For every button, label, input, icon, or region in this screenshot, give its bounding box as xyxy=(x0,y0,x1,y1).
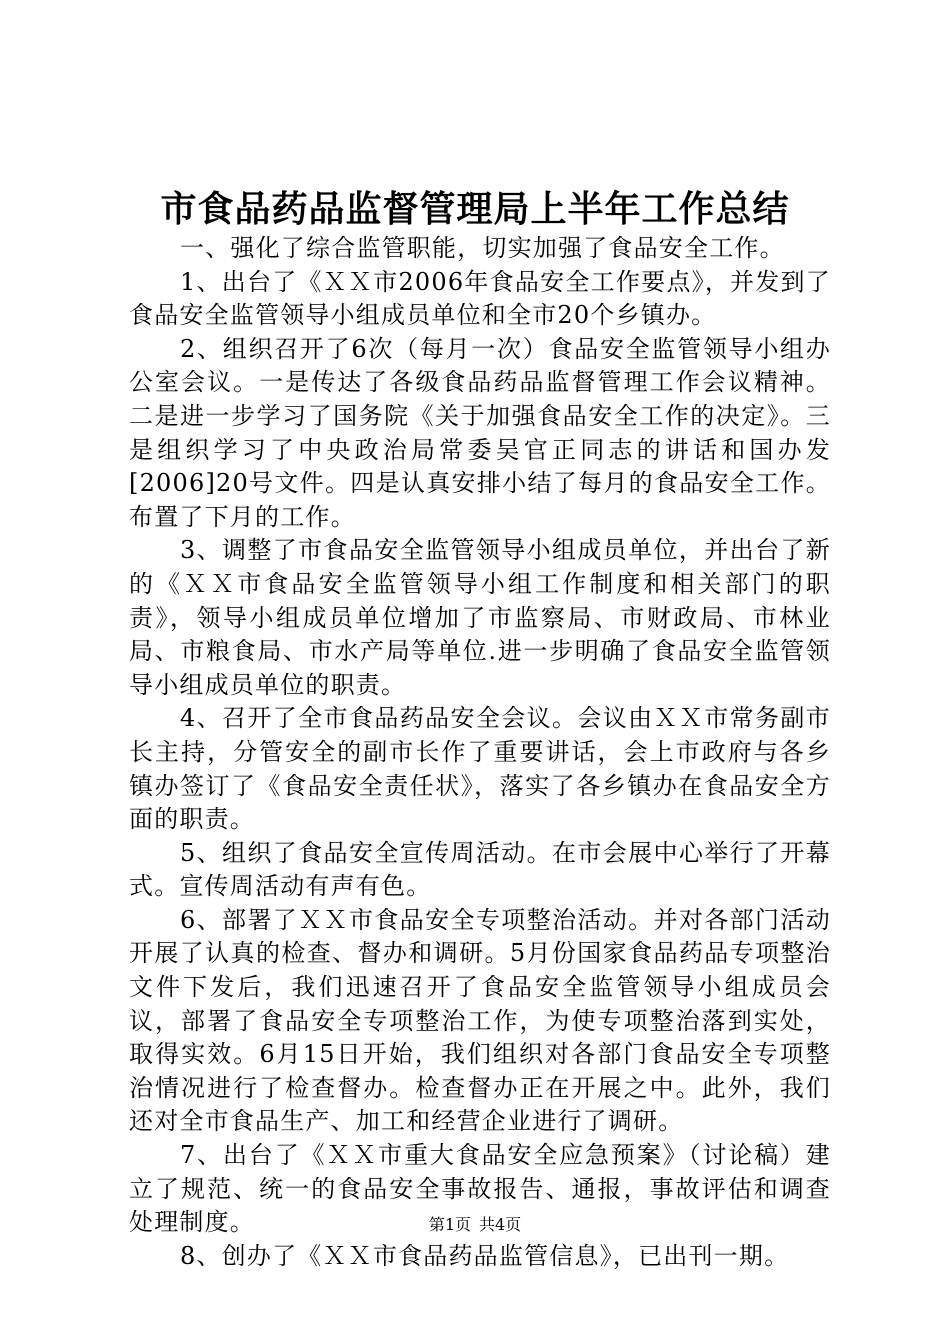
paragraph-item-1: 1、出台了《ＸＸ市2006年食品安全工作要点》，并发到了食品安全监管领导小组成员单位和全市20个乡镇办。 xyxy=(129,267,831,330)
page-total: 共4页 xyxy=(479,1215,522,1234)
page-footer xyxy=(0,1213,950,1237)
paragraph-item-2: 2、组织召开了6次（每月一次）食品安全监管领导小组办公室会议。一是传达了各级食品药品监督管理工作会议精神。二是进一步学习了国务院《关于加强食品安全工作的决定》。三是组织学习了中央政治局常委吴官正同志的讲话和国办发[2006]20号文件。四是认真安排小结了每月的食品安全工作。布置了下月的工作。 xyxy=(129,334,831,531)
document-title: 市食品药品监督管理局上半年工作总结 xyxy=(160,188,790,230)
paragraph-section-heading: 一、强化了综合监管职能，切实加强了食品安全工作。 xyxy=(180,234,785,262)
paragraph-item-4: 4、召开了全市食品药品安全会议。会议由ＸＸ市常务副市长主持，分管安全的副市长作了重要讲话，会上市政府与各乡镇办签订了《食品安全责任状》，落实了各乡镇办在食品安全方面的职责。 xyxy=(129,704,831,834)
paragraph-item-6: 6、部署了ＸＸ市食品安全专项整治活动。并对各部门活动开展了认真的检查、督办和调研。5月份国家食品药品专项整治文件下发后，我们迅速召开了食品安全监管领导小组成员会议，部署了食品安全专项整治工作，为使专项整治落到实处，取得实效。6月15日开始，我们组织对各部门食品安全专项整治情况进行了检查督办。检查督办正在开展之中。此外，我们还对全市食品生产、加工和经营企业进行了调研。 xyxy=(129,905,831,1136)
document-body xyxy=(129,232,831,1273)
paragraph-item-5: 5、组织了食品安全宣传周活动。在市会展中心举行了开幕式。宣传周活动有声有色。 xyxy=(129,838,831,901)
paragraph-item-7: 7、出台了《ＸＸ市重大食品安全应急预案》（讨论稿）建立了规范、统一的食品安全事故报告、通报，事故评估和调查处理制度。 xyxy=(129,1141,831,1237)
page-number: 第1页 xyxy=(428,1215,471,1234)
paragraph-item-3: 3、调整了市食品安全监管领导小组成员单位，并出台了新的《ＸＸ市食品安全监管领导小组工作制度和相关部门的职责》，领导小组成员单位增加了市监察局、市财政局、市林业局、市粮食局、市水产局等单位.进一步明确了食品安全监管领导小组成员单位的职责。 xyxy=(129,536,831,699)
paragraph-item-8: 8、创办了《ＸＸ市食品药品监管信息》，已出刊一期。 xyxy=(180,1241,790,1270)
